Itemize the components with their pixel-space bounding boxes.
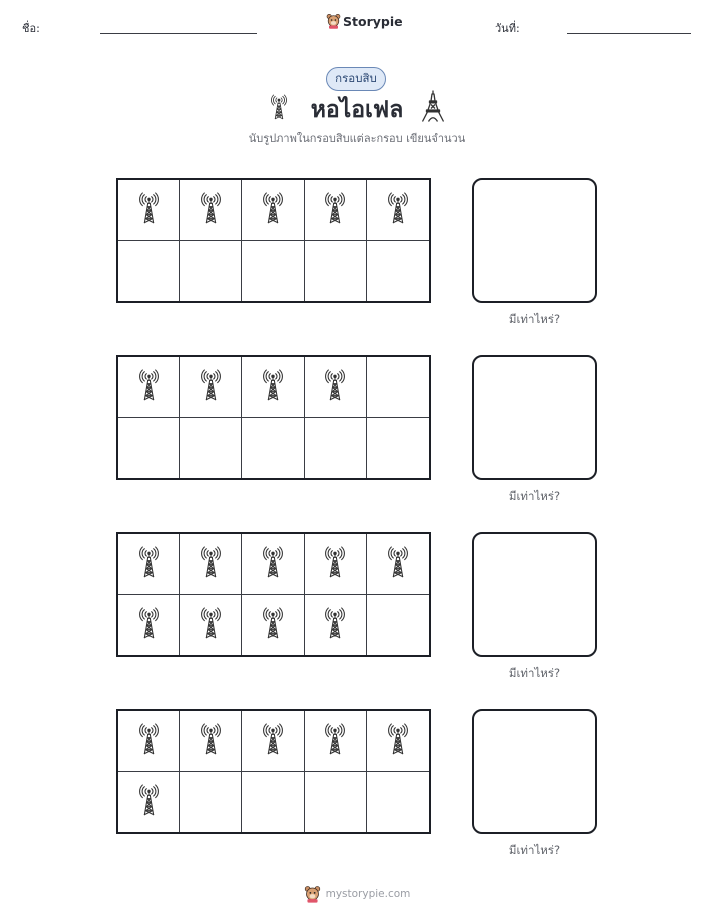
- ten-frame-cell: [180, 534, 242, 595]
- instructions: นับรูปภาพในกรอบสิบแต่ละกรอบ เขียนจำนวน: [248, 132, 466, 145]
- radio-tower-icon: [263, 541, 283, 587]
- ten-frame-cell: [180, 711, 242, 772]
- ten-frame-cell: [367, 180, 429, 241]
- name-label: ชื่อ:: [22, 22, 40, 35]
- bear-mascot-icon: [304, 885, 321, 903]
- ten-frame-cell: [242, 180, 304, 241]
- radio-tower-icon: [263, 718, 283, 764]
- radio-tower-icon: [263, 187, 283, 233]
- ten-frame-cell: [305, 418, 367, 479]
- radio-tower-icon: [139, 541, 159, 587]
- ten-frame-cell: [305, 711, 367, 772]
- ten-frame-cell: [242, 357, 304, 418]
- ten-frame-cell: [367, 418, 429, 479]
- ten-frame-cell: [118, 534, 180, 595]
- ten-frame-cell: [242, 534, 304, 595]
- radio-tower-icon: [263, 364, 283, 410]
- ten-frame-cell: [305, 241, 367, 302]
- ten-frame-cell: [242, 418, 304, 479]
- ten-frame-cell: [305, 357, 367, 418]
- ten-frame-cell: [118, 711, 180, 772]
- ten-frame-cell: [367, 357, 429, 418]
- ten-frame-cell: [305, 180, 367, 241]
- ten-frame-cell: [242, 772, 304, 833]
- radio-tower-icon: [139, 718, 159, 764]
- ten-frame-cell: [180, 772, 242, 833]
- ten-frame: [116, 178, 431, 303]
- ten-frame-cell: [242, 595, 304, 656]
- topic-badge: กรอบสิบ: [326, 67, 386, 91]
- radio-tower-icon: [201, 718, 221, 764]
- ten-frame-cell: [118, 241, 180, 302]
- radio-tower-icon: [388, 187, 408, 233]
- ten-frame-cell: [367, 711, 429, 772]
- ten-frame-cell: [367, 534, 429, 595]
- date-field[interactable]: [567, 33, 691, 34]
- radio-tower-icon: [201, 541, 221, 587]
- ten-frame-cell: [242, 241, 304, 302]
- ten-frame-cell: [180, 418, 242, 479]
- radio-tower-icon: [201, 364, 221, 410]
- footer: [0, 885, 714, 903]
- ten-frame: [116, 532, 431, 657]
- ten-frame-cell: [118, 357, 180, 418]
- site-url: mystorypie.com: [325, 888, 411, 900]
- radio-tower-icon: [139, 187, 159, 233]
- ten-frame-cell: [180, 595, 242, 656]
- ten-frame: [116, 709, 431, 834]
- how-many-question: มีเท่าไหร่?: [508, 312, 561, 326]
- radio-tower-icon: [388, 541, 408, 587]
- ten-frame-cell: [118, 418, 180, 479]
- storypie-logo: [326, 13, 403, 29]
- ten-frame-cell: [180, 180, 242, 241]
- eiffel-tower-icon: [421, 90, 445, 126]
- radio-tower-icon: [201, 602, 221, 648]
- ten-frame-cell: [118, 180, 180, 241]
- answer-box[interactable]: [472, 178, 597, 303]
- ten-frame-cell: [180, 357, 242, 418]
- ten-frame-cell: [367, 241, 429, 302]
- radio-tower-icon: [388, 718, 408, 764]
- radio-tower-icon: [325, 364, 345, 410]
- ten-frame-cell: [305, 595, 367, 656]
- ten-frame-cell: [242, 711, 304, 772]
- answer-box[interactable]: [472, 709, 597, 834]
- ten-frame-cell: [118, 595, 180, 656]
- radio-tower-icon: [325, 541, 345, 587]
- bear-mascot-icon: [326, 13, 341, 29]
- worksheet-title: หอไอเฟล: [310, 97, 404, 123]
- how-many-question: มีเท่าไหร่?: [508, 843, 561, 857]
- ten-frame-cell: [180, 241, 242, 302]
- how-many-question: มีเท่าไหร่?: [508, 666, 561, 680]
- brand-name: Storypie: [343, 13, 403, 29]
- radio-tower-icon: [325, 718, 345, 764]
- how-many-question: มีเท่าไหร่?: [508, 489, 561, 503]
- ten-frame-cell: [118, 772, 180, 833]
- ten-frame-cell: [367, 595, 429, 656]
- radio-tower-icon: [201, 187, 221, 233]
- radio-tower-icon: [325, 187, 345, 233]
- radio-tower-icon: [325, 602, 345, 648]
- date-label: วันที่:: [495, 22, 520, 35]
- ten-frame-cell: [367, 772, 429, 833]
- ten-frame-cell: [305, 534, 367, 595]
- ten-frame: [116, 355, 431, 480]
- name-field[interactable]: [100, 33, 257, 34]
- answer-box[interactable]: [472, 532, 597, 657]
- ten-frame-cell: [305, 772, 367, 833]
- radio-tower-icon: [139, 779, 159, 825]
- radio-tower-icon: [139, 364, 159, 410]
- answer-box[interactable]: [472, 355, 597, 480]
- radio-tower-icon: [263, 602, 283, 648]
- radio-tower-icon: [139, 602, 159, 648]
